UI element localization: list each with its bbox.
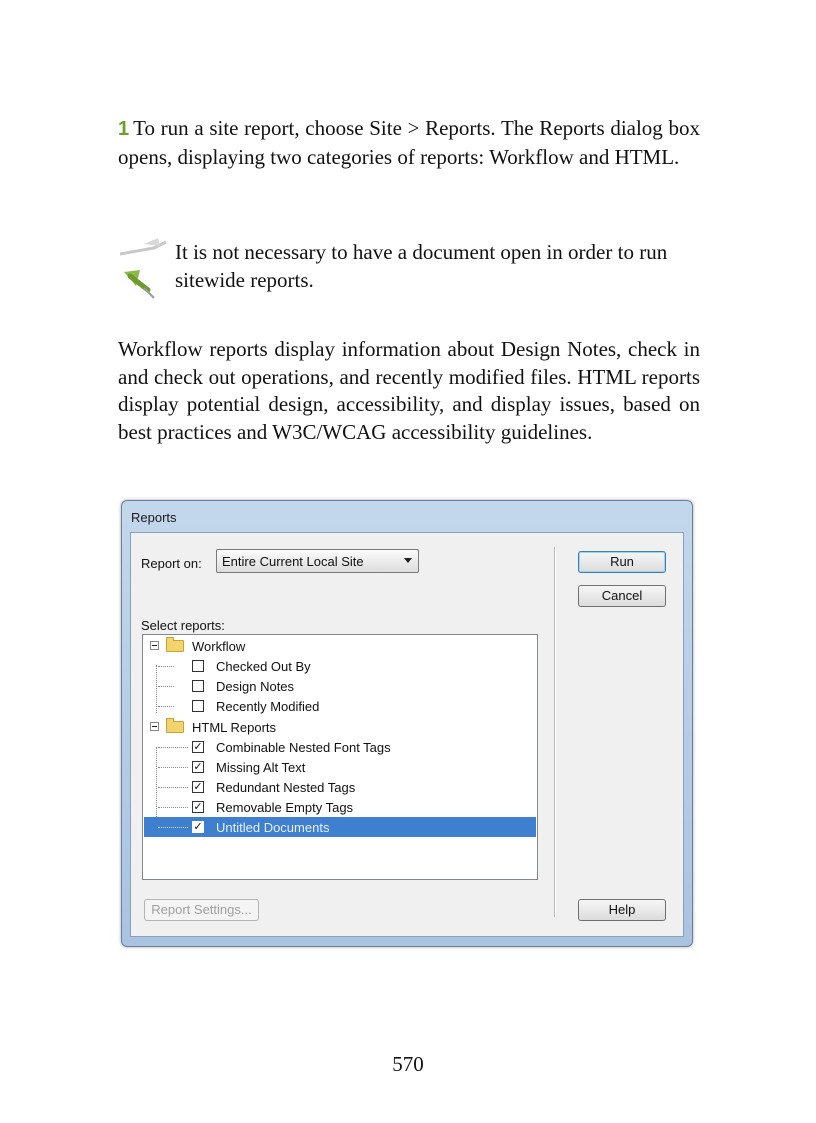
report-label: Untitled Documents <box>216 820 330 835</box>
report-label: Recently Modified <box>216 699 320 714</box>
report-label: Combinable Nested Font Tags <box>216 740 391 755</box>
folder-icon <box>166 721 184 733</box>
step-text: To run a site report, choose Site > Reports. The Reports dialog box opens, displaying two categories of reports: Workflow and HTML. <box>118 116 700 169</box>
report-label: Checked Out By <box>216 659 311 674</box>
checkbox[interactable] <box>192 660 204 672</box>
step-paragraph <box>118 115 700 171</box>
step-number: 1 <box>118 118 130 140</box>
report-item-selected[interactable] <box>144 817 536 837</box>
folder-label: HTML Reports <box>192 720 277 735</box>
checkbox[interactable]: ✓ <box>193 821 203 833</box>
checkbox[interactable]: ✓ <box>193 741 203 753</box>
help-button[interactable]: Help <box>578 899 666 921</box>
report-on-value: Entire Current Local Site <box>222 554 364 569</box>
report-settings-button[interactable]: Report Settings... <box>144 899 259 921</box>
dialog-title: Reports <box>131 510 177 525</box>
reports-tree[interactable] <box>142 634 538 880</box>
tree-folder-html-reports[interactable] <box>144 717 536 737</box>
report-item[interactable] <box>144 757 536 777</box>
report-item[interactable] <box>144 797 536 817</box>
tree-folder-workflow[interactable] <box>144 636 536 656</box>
report-label: Missing Alt Text <box>216 760 306 775</box>
report-label: Design Notes <box>216 679 295 694</box>
report-item[interactable] <box>144 696 536 716</box>
report-on-select[interactable] <box>216 549 419 573</box>
run-button[interactable]: Run <box>578 551 666 573</box>
report-item[interactable] <box>144 777 536 797</box>
page-number: 570 <box>392 1052 424 1076</box>
checkbox[interactable]: ✓ <box>193 781 203 793</box>
collapse-icon[interactable] <box>150 722 159 731</box>
separator <box>554 547 556 917</box>
pushpin-icon <box>114 232 174 312</box>
body-paragraph: Workflow reports display information about Design Notes, check in and check out operations, and recently modified files. HTML reports display potential design, accessibility, and display issues, based on best practices and W3C/WCAG accessibility guidelines. <box>118 337 700 444</box>
collapse-icon[interactable] <box>150 641 159 650</box>
select-reports-label: Select reports: <box>141 618 225 633</box>
checkbox[interactable] <box>192 680 204 692</box>
dialog-body <box>130 532 684 937</box>
note-text: It is not necessary to have a document open in order to run sitewide reports. <box>175 240 668 292</box>
report-item[interactable] <box>144 737 536 757</box>
folder-label: Workflow <box>192 639 246 654</box>
reports-dialog <box>121 500 693 947</box>
checkbox[interactable] <box>192 700 204 712</box>
report-label: Redundant Nested Tags <box>216 780 356 795</box>
cancel-button[interactable]: Cancel <box>578 585 666 607</box>
report-item[interactable] <box>144 676 536 696</box>
checkbox[interactable]: ✓ <box>193 761 203 773</box>
checkbox[interactable]: ✓ <box>193 801 203 813</box>
report-item[interactable] <box>144 656 536 676</box>
dropdown-arrow-icon[interactable] <box>404 558 412 563</box>
folder-icon <box>166 640 184 652</box>
report-label: Removable Empty Tags <box>216 800 354 815</box>
report-on-label: Report on: <box>141 556 202 571</box>
